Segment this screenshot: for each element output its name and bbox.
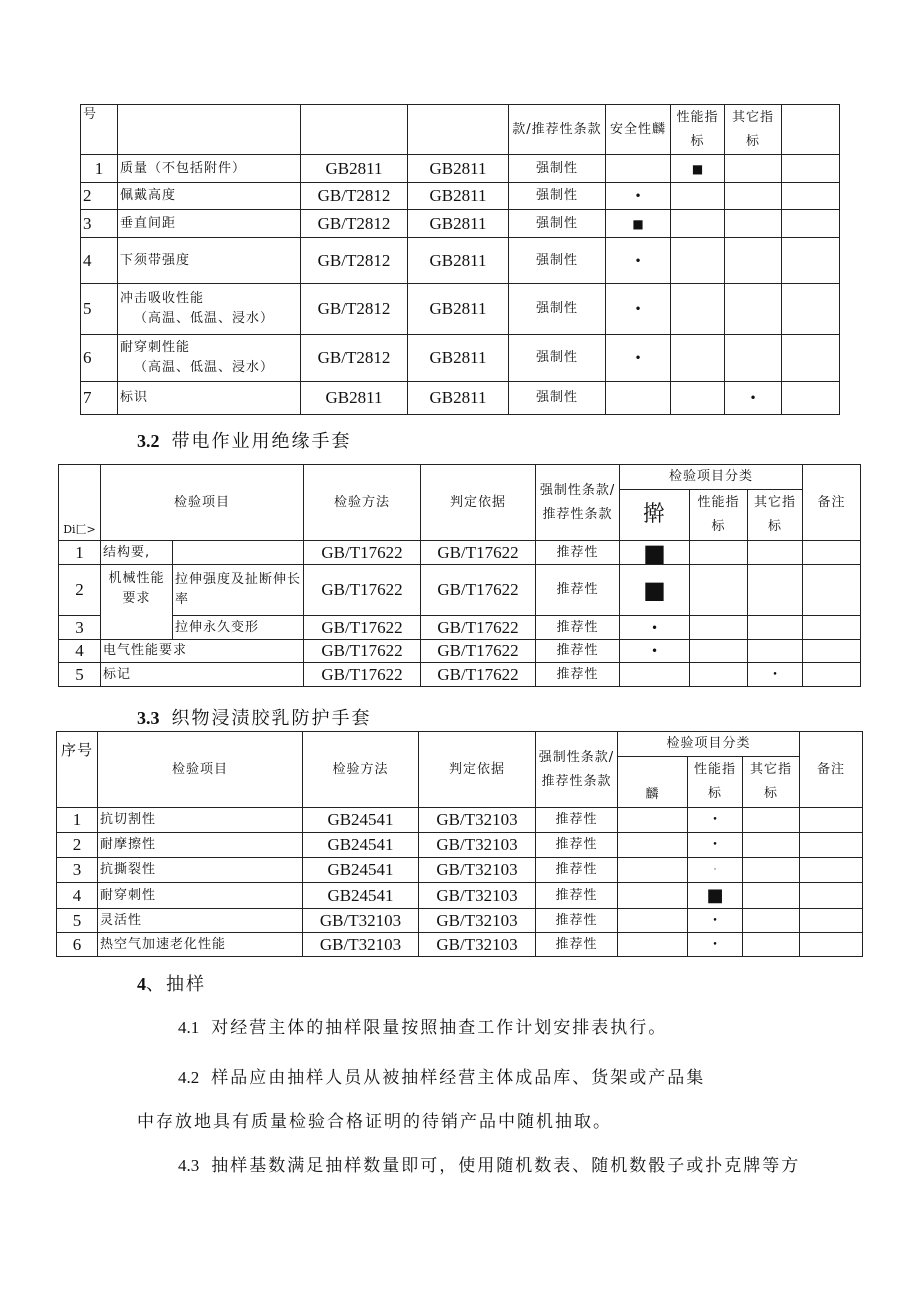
table-row: 4 耐穿刺性 GB24541 GB/T32103 推荐性 ■ (57, 883, 863, 909)
table-row: 1 抗切割性 GB24541 GB/T32103 推荐性 • (57, 808, 863, 833)
dot-mark-icon: • (688, 909, 743, 933)
table-row: 5 标记 GB/T17622 GB/T17622 推荐性 • (59, 663, 861, 687)
paragraph-4-1: 4.1 对经营主体的抽样限量按照抽查工作计划安排表执行。 (178, 1018, 668, 1038)
table-row: 6 耐穿刺性能 （高温、低温、浸水） GB/T2812 GB2811 强制性 • (81, 335, 840, 382)
paragraph-4-2-cont: 中存放地具有质量检验合格证明的待销产品中随机抽取。 (137, 1112, 612, 1132)
table-row: 4 下须带强度 GB/T2812 GB2811 强制性 • (81, 238, 840, 284)
dot-mark-icon: • (725, 382, 782, 415)
table-row: 1 结构要, GB/T17622 GB/T17622 推荐性 ■ (59, 541, 861, 565)
square-mark-icon: ■ (606, 210, 671, 238)
section-heading-3-2: 3.2 带电作业用绝缘手套 (137, 431, 352, 452)
square-mark-icon: ■ (688, 883, 743, 909)
table-row: 3 垂直间距 GB/T2812 GB2811 强制性 ■ (81, 210, 840, 238)
table-row: 5 冲击吸收性能 （高温、低温、浸水） GB/T2812 GB2811 强制性 • (81, 284, 840, 335)
dot-mark-icon: • (620, 640, 690, 663)
dot-mark-icon: • (688, 808, 743, 833)
header-perf: 性能指标 (671, 105, 725, 155)
dot-mark-icon: · (688, 858, 743, 883)
table-row: 7 标识 GB2811 GB2811 强制性 • (81, 382, 840, 415)
section-heading-4: 4、抽样 (137, 974, 206, 995)
table2-header: Di匚> 检验项目 检验方法 判定依据 强制性条款/推荐性条款 检验项目分类 备注 (59, 465, 861, 490)
square-mark-icon: ■ (671, 155, 725, 183)
table-row: 2 机械性能要求 拉伸强度及扯断伸长率 GB/T17622 GB/T17622 推荐性 ■ (59, 565, 861, 616)
dot-mark-icon: • (606, 183, 671, 210)
table-row: 3 抗撕裂性 GB24541 GB/T32103 推荐性 · (57, 858, 863, 883)
dot-mark-icon: • (606, 238, 671, 284)
dot-mark-icon: • (688, 833, 743, 858)
table-latex-gloves: 序号 检验项目 检验方法 判定依据 强制性条款/推荐性条款 检验项目分类 备注 麟 性能指标 其它指标 1 抗切割性 GB24541 GB/T32103 推荐性 • 2 耐摩擦性 GB24541 GB/T32103 推荐性 • 3 抗撕裂性 GB24541 GB/T32103 推荐性 · 4 耐穿刺性 GB24541 GB/T32103 推荐性 ■ 5 灵活性 GB/T32103 GB/T32103 推荐性 • 6 热空气加速老化性能 GB/T32103 GB/T32103 推荐性 • (56, 731, 863, 957)
header-other: 其它指标 (725, 105, 782, 155)
table-row: 2 耐摩擦性 GB24541 GB/T32103 推荐性 • (57, 833, 863, 858)
table-insulating-gloves: Di匚> 检验项目 检验方法 判定依据 强制性条款/推荐性条款 检验项目分类 备注 擀 性能指标 其它指标 1 结构要, GB/T17622 GB/T17622 推荐性 ■ 2 机械性能要求 拉伸强度及扯断伸长率 GB/T17622 GB/T17622 推荐性 ■ 3 拉伸永久变形 GB/T17622 GB/T17622 推荐性 • 4 电气性能要求 GB/T17622 GB/T17622 推荐性 • 5 标记 GB/T17622 GB/T17622 推荐性 • (58, 464, 861, 687)
dot-mark-icon: • (748, 663, 803, 687)
square-mark-icon: ■ (620, 565, 690, 616)
table-row: 4 电气性能要求 GB/T17622 GB/T17622 推荐性 • (59, 640, 861, 663)
table-row: 2 佩戴高度 GB/T2812 GB2811 强制性 • (81, 183, 840, 210)
table-row: 3 拉伸永久变形 GB/T17622 GB/T17622 推荐性 • (59, 616, 861, 640)
dot-mark-icon: • (606, 335, 671, 382)
header-type: 款/推荐性条款 (509, 105, 606, 155)
table-row: 6 热空气加速老化性能 GB/T32103 GB/T32103 推荐性 • (57, 933, 863, 957)
header-safety: 安全性麟 (606, 105, 671, 155)
table-helmet (80, 104, 840, 415)
paragraph-4-2: 4.2 样品应由抽样人员从被抽样经营主体成品库、货架或产品集 (178, 1068, 706, 1088)
table3-header: 序号 检验项目 检验方法 判定依据 强制性条款/推荐性条款 检验项目分类 备注 (57, 732, 863, 757)
square-mark-icon: ■ (620, 541, 690, 565)
table-row: 1 质量（不包括附件） GB2811 GB2811 强制性 ■ (81, 155, 840, 183)
header-no: 号 (81, 105, 118, 155)
dot-mark-icon: • (620, 616, 690, 640)
paragraph-4-3: 4.3 抽样基数满足抽样数量即可，使用随机数表、随机数骰子或扑克牌等方 (178, 1156, 801, 1176)
section-heading-3-3: 3.3 织物浸渍胶乳防护手套 (137, 708, 372, 729)
dot-mark-icon: • (606, 284, 671, 335)
table-row: 5 灵活性 GB/T32103 GB/T32103 推荐性 • (57, 909, 863, 933)
table1-header (81, 105, 840, 155)
dot-mark-icon: • (688, 933, 743, 957)
